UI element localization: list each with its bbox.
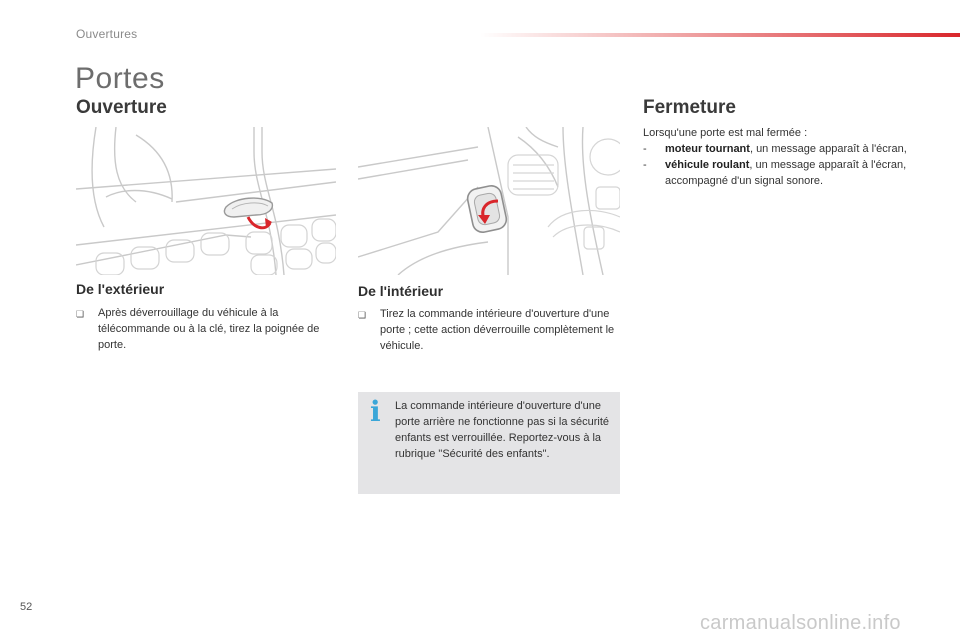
subsection-title-interieur: De l'intérieur bbox=[358, 283, 444, 299]
watermark[interactable]: carmanualsonline.info bbox=[700, 612, 901, 634]
checkbox-bullet-icon: ❏ bbox=[76, 309, 85, 319]
interieur-instruction: ❏ Tirez la commande intérieure d'ouverture d'une porte ; cette action déverrouille complètement le véhicule. bbox=[358, 308, 615, 352]
exterior-door-handle-illustration bbox=[76, 127, 336, 275]
info-text: La commande intérieure d'ouverture d'une porte arrière ne fonctionne pas si la sécurité enfants est verrouillée. Reportez-vous à la rubrique "Sécurité des enfants". bbox=[395, 400, 610, 460]
section-title-fermeture: Fermeture bbox=[643, 97, 736, 118]
info-icon: i bbox=[370, 395, 381, 428]
section-title-ouverture: Ouverture bbox=[76, 97, 167, 118]
header-accent-bar bbox=[480, 33, 960, 37]
running-header: Ouvertures bbox=[76, 27, 138, 41]
fermeture-item: - moteur tournant, un message apparaît à l'écran, bbox=[643, 143, 907, 155]
fermeture-item: - véhicule roulant, un message apparaît à l'écran, accompagné d'un signal sonore. bbox=[643, 159, 907, 187]
page-number: 52 bbox=[20, 601, 33, 613]
subsection-title-exterieur: De l'extérieur bbox=[76, 281, 165, 297]
checkbox-bullet-icon: ❏ bbox=[358, 310, 367, 320]
interior-door-handle-illustration bbox=[358, 127, 620, 275]
exterieur-instruction: ❏ Après déverrouillage du véhicule à la télécommande ou à la clé, tirez la poignée de porte. bbox=[76, 307, 320, 351]
fermeture-intro: Lorsqu'une porte est mal fermée : bbox=[643, 127, 808, 139]
info-box bbox=[358, 392, 620, 494]
fermeture-text bbox=[643, 125, 913, 189]
page-title: Portes bbox=[75, 62, 165, 95]
